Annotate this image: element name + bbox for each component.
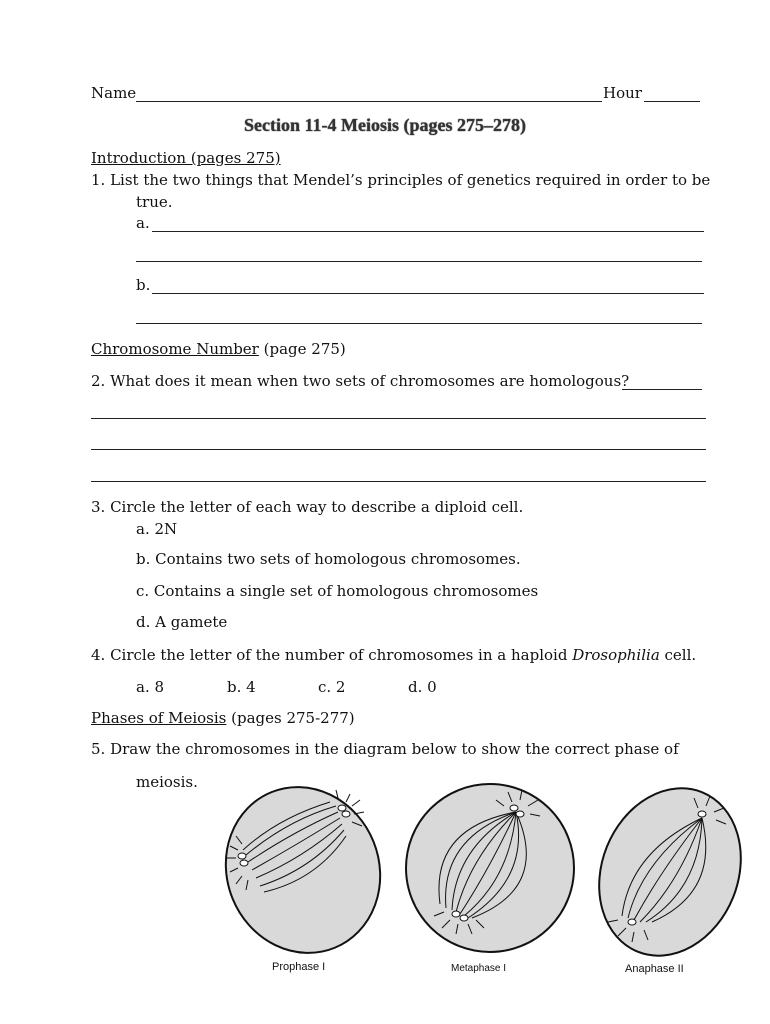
q4-option-c[interactable]: c. 2 <box>318 678 346 696</box>
question-4-prefix: 4. Circle the letter of the number of chromosomes in a haploid <box>91 646 573 664</box>
answer-b-label: b. <box>136 276 151 294</box>
answer-2-line-0[interactable] <box>622 389 702 390</box>
metaphase-cell-drawing[interactable] <box>400 778 580 958</box>
answer-a-label: a. <box>136 214 150 232</box>
phases-heading-text: Phases of Meiosis <box>91 709 227 727</box>
answer-2-line-2[interactable] <box>91 449 706 450</box>
q3-option-a[interactable]: a. 2N <box>136 520 178 538</box>
answer-b-line-2[interactable] <box>136 323 702 324</box>
caption-metaphase: Metaphase I <box>451 963 507 974</box>
answer-a-line-2[interactable] <box>136 261 702 262</box>
chromosome-heading-pages: (page 275) <box>258 340 346 358</box>
prophase-cell-drawing[interactable] <box>218 780 388 960</box>
name-label: Name <box>91 84 137 102</box>
question-1-line-2: true. <box>136 193 173 211</box>
phases-heading-pages: (pages 275-277) <box>226 709 355 727</box>
question-4-species: Drosophilia <box>572 646 660 664</box>
hour-field[interactable] <box>644 101 700 102</box>
intro-heading: Introduction (pages 275) <box>91 149 281 167</box>
chromosome-heading-text: Chromosome Number <box>91 340 259 358</box>
anaphase-cell-drawing[interactable] <box>590 782 750 962</box>
question-1-line-1: 1. List the two things that Mendel’s principles of genetics required in order to be <box>91 171 711 189</box>
question-2: 2. What does it mean when two sets of chromosomes are homologous? <box>91 372 630 390</box>
name-field[interactable] <box>136 101 602 102</box>
q3-option-b[interactable]: b. Contains two sets of homologous chromosomes. <box>136 550 521 568</box>
answer-b-line-1[interactable] <box>152 293 704 294</box>
q3-option-c[interactable]: c. Contains a single set of homologous chromosomes <box>136 582 539 600</box>
question-5-line-1: 5. Draw the chromosomes in the diagram below to show the correct phase of <box>91 740 679 758</box>
chromosome-heading <box>91 340 346 358</box>
question-3: 3. Circle the letter of each way to describe a diploid cell. <box>91 498 524 516</box>
hour-label: Hour <box>603 84 642 102</box>
phases-heading <box>91 709 355 727</box>
caption-prophase: Prophase I <box>272 961 326 973</box>
question-5-line-2: meiosis. <box>136 773 198 791</box>
caption-anaphase: Anaphase II <box>625 963 684 975</box>
answer-a-line-1[interactable] <box>152 231 704 232</box>
answer-2-line-1[interactable] <box>91 418 706 419</box>
q4-option-b[interactable]: b. 4 <box>227 678 256 696</box>
q4-option-d[interactable]: d. 0 <box>408 678 437 696</box>
question-4 <box>91 646 696 664</box>
page-title: Section 11-4 Meiosis (pages 275–278) <box>244 115 526 135</box>
q4-option-a[interactable]: a. 8 <box>136 678 165 696</box>
answer-2-line-3[interactable] <box>91 481 706 482</box>
question-4-suffix: cell. <box>659 646 697 664</box>
q3-option-d[interactable]: d. A gamete <box>136 613 228 631</box>
